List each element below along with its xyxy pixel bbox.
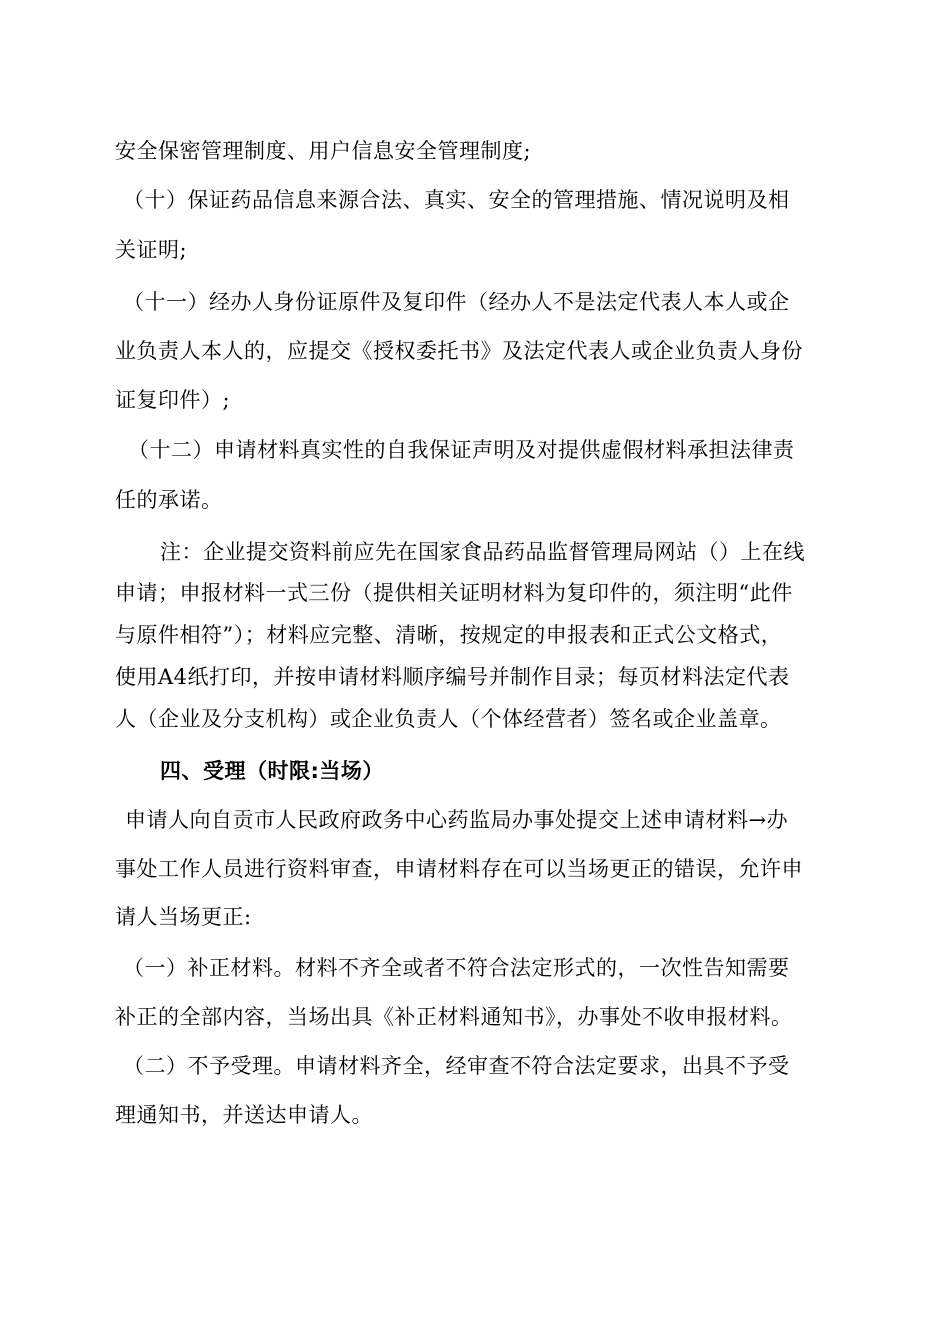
paragraph-line: 证复印件）; (115, 388, 231, 412)
paragraph-line: 理通知书，并送达申请人。 (115, 1103, 373, 1127)
paragraph-line: 安全保密管理制度、用户信息安全管理制度; (115, 139, 532, 163)
paragraph-line: （十一）经办人身份证原件及复印件（经办人不是法定代表人本人或企 (123, 290, 790, 314)
paragraph-line: （二）不予受理。申请材料齐全，经审查不符合法定要求，出具不予受 (123, 1054, 790, 1078)
note-line: 与原件相符”）；材料应完整、清晰，按规定的申报表和正式公文格式， (115, 623, 783, 647)
paragraph-line: 任的承诺。 (115, 488, 223, 512)
paragraph-line: （一）补正材料。材料不齐全或者不符合法定形式的，一次性告知需要 (123, 956, 790, 980)
note-line: 注：企业提交资料前应先在国家食品药品监督管理局网站（）上在线 (160, 540, 805, 564)
note-line: 人（企业及分支机构）或企业负责人（个体经营者）签名或企业盖章。 (115, 707, 782, 731)
paragraph-line: （十二）申请材料真实性的自我保证声明及对提供虚假材料承担法律责 (128, 438, 795, 462)
paragraph-line: 业负责人本人的，应提交《授权委托书》及法定代表人或企业负责人身份 (115, 339, 803, 363)
note-line: 申请；申报材料一式三份（提供相关证明材料为复印件的，须注明“此件 (115, 581, 793, 605)
paragraph-line: 补正的全部内容，当场出具《补正材料通知书》，办事处不收申报材料。 (115, 1005, 793, 1029)
paragraph-line: 请人当场更正: (115, 905, 252, 929)
paragraph-line: 关证明; (115, 238, 188, 262)
note-line: 使用A4纸打印，并按申请材料顺序编号并制作目录；每页材料法定代表 (115, 665, 790, 689)
section-heading: 四、受理（时限:当场） (160, 759, 384, 783)
paragraph-line: （十）保证药品信息来源合法、真实、安全的管理措施、情况说明及相 (123, 188, 790, 212)
paragraph-line: 申请人向自贡市人民政府政务中心药监局办事处提交上述申请材料→办 (125, 808, 789, 832)
paragraph-line: 事处工作人员进行资料审查，申请材料存在可以当场更正的错误，允许申 (115, 857, 803, 881)
